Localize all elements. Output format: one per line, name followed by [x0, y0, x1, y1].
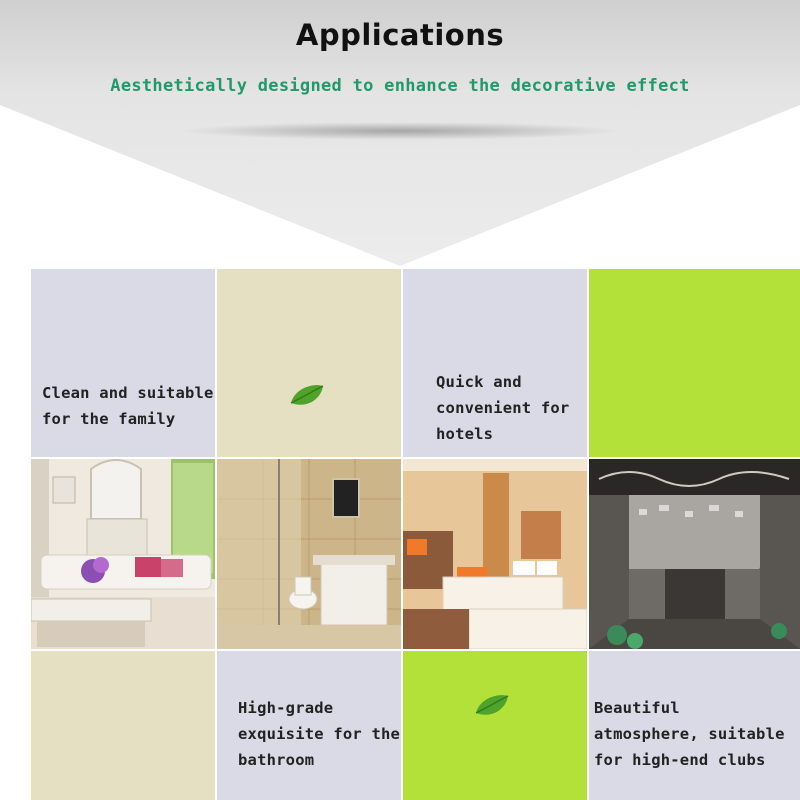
- beige-tile: [31, 651, 215, 800]
- family-caption-tile: [31, 269, 215, 457]
- lime-tile: [589, 269, 800, 457]
- hotels-caption-tile: [403, 269, 587, 457]
- family-caption-line: for the family: [42, 410, 176, 428]
- clubs-caption-line: atmosphere, suitable: [594, 725, 785, 743]
- leaf-icon: [474, 693, 510, 719]
- bathroom-caption-line: High-grade: [238, 699, 334, 717]
- living-room-photo-icon: [31, 459, 215, 649]
- banner-shadow: [180, 122, 620, 140]
- bathroom-caption: [238, 695, 400, 773]
- clubs-caption-line: for high-end clubs: [594, 751, 766, 769]
- family-caption: [42, 380, 214, 432]
- clubs-caption: [594, 695, 785, 773]
- hotels-caption: [436, 369, 569, 447]
- hotel-room-photo: [403, 459, 587, 649]
- hotels-caption-line: hotels: [436, 425, 494, 443]
- bathroom-photo: [217, 459, 401, 649]
- hotels-caption-line: convenient for: [436, 399, 570, 417]
- bathroom-caption-line: bathroom: [238, 751, 315, 769]
- clubs-caption-tile: [589, 651, 800, 800]
- bathroom-caption-line: exquisite for the: [238, 725, 401, 743]
- page-subtitle: Aesthetically designed to enhance the decorative effect: [110, 76, 690, 96]
- beige-leaf-tile: [217, 269, 401, 457]
- lime-leaf-tile: [403, 651, 587, 800]
- leaf-icon: [289, 383, 325, 409]
- family-caption-line: Clean and suitable: [42, 384, 214, 402]
- bathroom-caption-tile: [217, 651, 401, 800]
- bathroom-photo-icon: [217, 459, 401, 649]
- living-room-photo: [31, 459, 215, 649]
- clubs-caption-line: Beautiful: [594, 699, 680, 717]
- applications-grid: [31, 269, 800, 800]
- hotel-room-photo-icon: [403, 459, 587, 649]
- club-hall-photo: [589, 459, 800, 649]
- page-title: Applications: [295, 18, 505, 52]
- hotels-caption-line: Quick and: [436, 373, 522, 391]
- club-hall-photo-icon: [589, 459, 800, 649]
